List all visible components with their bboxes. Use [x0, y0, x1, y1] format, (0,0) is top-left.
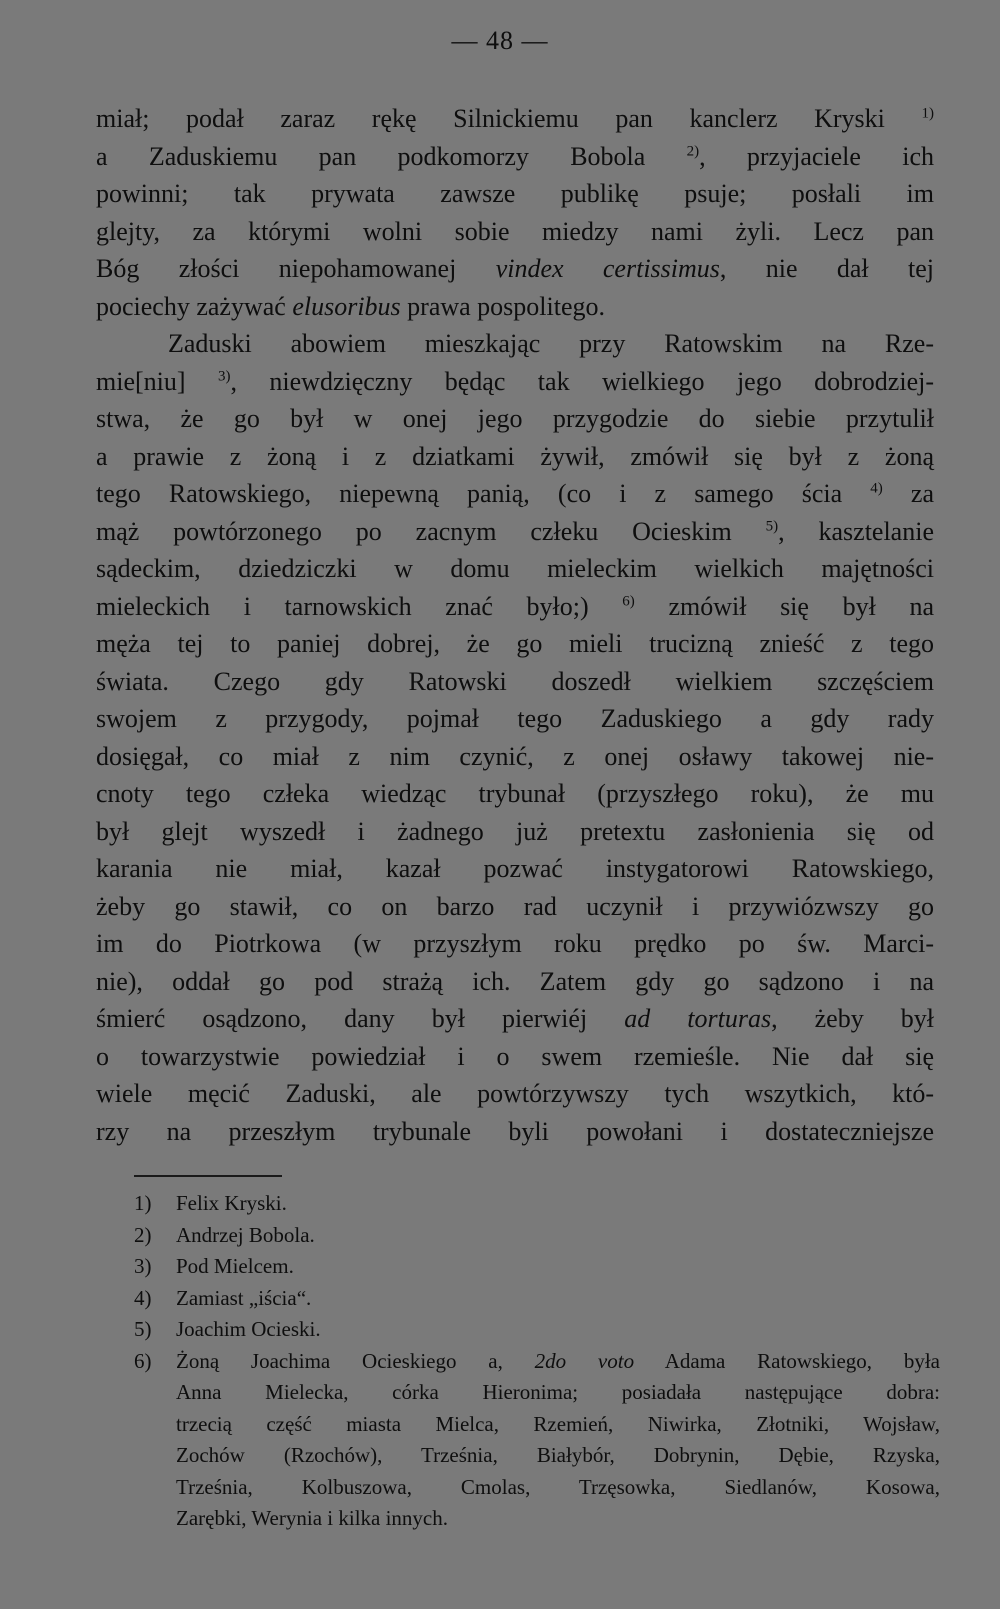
text-segment: mieleckich i tarnowskich znać było;) [96, 591, 623, 621]
text-segment: glejty, za którymi wolni sobie miedzy nami żyli. Lecz pan [96, 216, 934, 246]
text-segment: Felix Kryski. [176, 1191, 287, 1215]
text-line [96, 475, 934, 513]
text-segment: śmierć osądzono, dany był pierwiéj [96, 1004, 625, 1033]
text-line [96, 625, 934, 663]
text-line [96, 700, 934, 738]
footnotes [134, 1188, 940, 1535]
footnote-separator [134, 1175, 282, 1177]
footnote-number: 2) [134, 1222, 152, 1247]
text-line [96, 963, 934, 1001]
text-segment: , przyjaciele ich [699, 141, 934, 171]
footnote-ref: 5) [765, 517, 779, 534]
italic-text: ad torturas [624, 1004, 772, 1033]
text-segment: Adama Ratowskiego, była [634, 1348, 940, 1373]
footnote-number: 6) [134, 1348, 152, 1373]
text-line [96, 175, 934, 213]
text-segment: Anna Mielecka, córka Hieronima; posiadała następujące dobra: [176, 1380, 940, 1404]
text-segment: a prawie z żoną i z dziatkami żywił, zmówił się był z żoną [96, 441, 934, 471]
text-segment: dosięgał, co miał z nim czynić, z onej osławy takowej nie- [96, 741, 934, 771]
text-line [96, 1038, 934, 1076]
text-line [96, 1075, 934, 1113]
text-line [96, 813, 934, 851]
footnote-line [134, 1314, 940, 1346]
text-segment: o towarzystwie powiedział i o swem rzemieśle. Nie dał się [96, 1041, 934, 1071]
text-segment: Bóg złości niepohamowanej [96, 254, 496, 283]
footnote-number: 3) [134, 1254, 152, 1278]
text-line [96, 1113, 934, 1151]
text-segment: mąż powtórzonego po zacnym człeku Ocieskim [96, 516, 766, 546]
text-segment: Zamiast „iścia“. [176, 1285, 312, 1310]
italic-text: 2do voto [534, 1348, 635, 1373]
text-line [96, 1000, 934, 1038]
text-segment: Żoną Joachima Ocieskiego a, [176, 1348, 535, 1373]
footnote-line [134, 1283, 940, 1315]
footnote-ref: 4) [870, 480, 883, 497]
text-segment: nie), oddał go pod strażą ich. Zatem gdy go sądzono i na [96, 966, 934, 996]
text-segment: , kasztelanie [778, 516, 934, 546]
text-segment: wiele męcić Zaduski, ale powtórzywszy tych wszytkich, któ- [96, 1079, 934, 1108]
text-line [96, 363, 934, 401]
footnote-line [134, 1377, 940, 1409]
text-segment: rzy na przeszłym trybunale byli powołani i dostateczniejsze [96, 1116, 934, 1146]
footnote-line [134, 1251, 940, 1283]
text-line [96, 738, 934, 776]
text-line [96, 850, 934, 888]
text-line [96, 513, 934, 551]
footnote-line [134, 1409, 940, 1441]
text-line [96, 213, 934, 251]
text-line [96, 550, 934, 588]
footnote-line [134, 1346, 940, 1378]
text-segment: męża tej to paniej dobrej, że go mieli trucizną znieść z tego [96, 629, 934, 658]
text-segment: stwa, że go był w onej jego przygodzie do siebie przytulił [96, 404, 934, 433]
text-line [96, 588, 934, 626]
text-segment: powinni; tak prywata zawsze publikę psuje; posłali im [96, 179, 934, 208]
text-segment: karania nie miał, kazał pozwać instygatorowi Ratowskiego, [96, 854, 934, 883]
text-segment: świata. Czego gdy Ratowski doszedł wielkiem szczęściem [96, 666, 934, 696]
footnote-number: 5) [134, 1317, 152, 1341]
text-segment: swojem z przygody, pojmał tego Zaduskiego a gdy rady [96, 704, 934, 733]
text-line [96, 100, 934, 138]
footnote-ref: 1) [921, 105, 934, 122]
footnote-ref: 3) [217, 367, 231, 384]
text-line [96, 400, 934, 438]
text-segment: Joachim Ocieski. [176, 1317, 321, 1341]
text-line [96, 138, 934, 176]
text-line [96, 925, 934, 963]
footnote-number: 1) [134, 1191, 152, 1215]
text-line [96, 888, 934, 926]
footnote-ref: 2) [686, 142, 700, 159]
text-segment: im do Piotrkowa (w przyszłym roku prędko po św. Marci- [96, 929, 934, 958]
text-segment: a Zaduskiemu pan podkomorzy Bobola [96, 141, 687, 171]
text-segment: Zarębki, Werynia i kilka innych. [176, 1506, 449, 1530]
text-line [96, 775, 934, 813]
text-segment: sądeckim, dziedziczki w domu mieleckim wielkich majętności [96, 554, 934, 583]
text-segment: Zochów (Rzochów), Trześnia, Białybór, Dobrynin, Dębie, Rzyska, [176, 1443, 940, 1467]
page-number: — 48 — [451, 26, 549, 55]
footnote-line [134, 1472, 940, 1504]
italic-text: vindex certissimus [495, 254, 720, 283]
text-segment: , nie dał tej [719, 254, 935, 283]
text-segment: prawa pospolitego. [400, 291, 606, 321]
text-line [96, 438, 934, 476]
footnote-line [134, 1220, 940, 1252]
text-segment: Andrzej Bobola. [176, 1222, 315, 1247]
text-segment: Zaduski abowiem mieszkając przy Ratowskim na Rze- [168, 329, 934, 358]
text-segment: był glejt wyszedł i żadnego już pretextu zasłonienia się od [96, 816, 934, 846]
text-segment: , niewdzięczny będąc tak wielkiego jego dobrodziej- [230, 366, 934, 396]
text-segment: trzecią część miasta Mielca, Rzemień, Niwirka, Złotniki, Wojsław, [176, 1411, 940, 1436]
text-segment: zmówił się był na [634, 591, 934, 621]
body-text [96, 100, 934, 1150]
text-segment: za [882, 479, 934, 508]
text-segment: cnoty tego człeka wiedząc trybunał (przyszłego roku), że mu [96, 779, 934, 808]
text-segment: miał; podał zaraz rękę Silnickiemu pan kanclerz Kryski [96, 104, 922, 133]
footnote-line [134, 1188, 940, 1220]
text-line [96, 325, 934, 363]
italic-text: elusoribus [292, 291, 401, 321]
text-segment: pociechy zażywać [96, 291, 293, 321]
footnote-line [134, 1440, 940, 1472]
text-segment: mie[niu] [96, 366, 218, 396]
text-segment: Pod Mielcem. [176, 1254, 294, 1278]
text-line [96, 250, 934, 288]
text-segment: tego Ratowskiego, niepewną panią, (co i z samego ścia [96, 479, 871, 508]
footnote-number: 4) [134, 1285, 152, 1310]
text-segment: , żeby był [771, 1004, 934, 1033]
text-segment: żeby go stawił, co on barzo rad uczynił i przywiózwszy go [96, 891, 934, 921]
text-line [96, 663, 934, 701]
text-line [96, 288, 934, 326]
text-segment: Trześnia, Kolbuszowa, Cmolas, Trzęsowka, Siedlanów, Kosowa, [176, 1474, 940, 1499]
footnote-line [134, 1503, 940, 1535]
footnote-ref: 6) [622, 592, 635, 609]
